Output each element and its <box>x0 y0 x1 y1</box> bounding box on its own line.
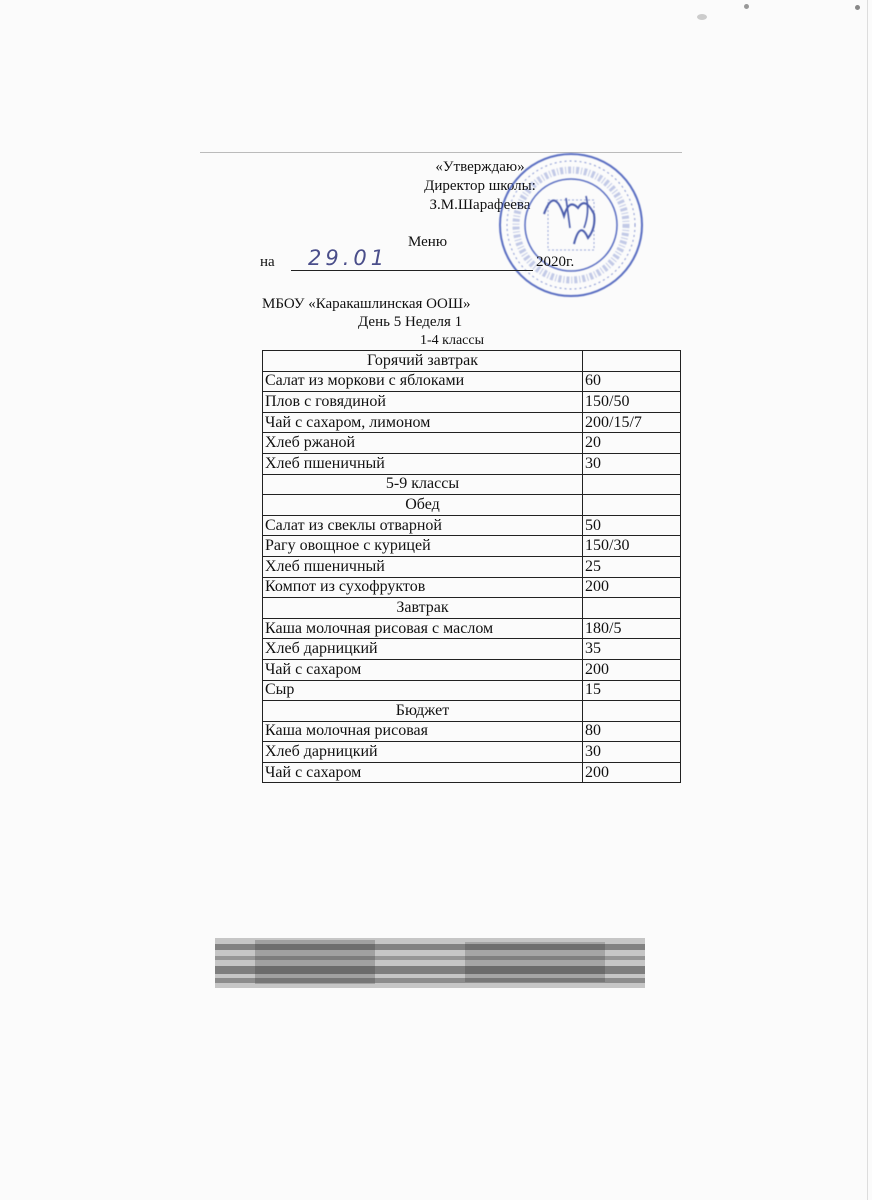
dish-amount: 200 <box>583 762 681 783</box>
dish-amount: 60 <box>583 371 681 392</box>
dish-name: Чай с сахаром <box>263 762 583 783</box>
table-row <box>263 659 681 680</box>
date-year: 2020г. <box>536 254 575 270</box>
approval-director: Директор школы: <box>424 178 536 194</box>
dish-amount: 180/5 <box>583 618 681 639</box>
table-section-row <box>263 351 681 372</box>
dish-amount: 30 <box>583 742 681 763</box>
day-week: День 5 Неделя 1 <box>358 314 463 330</box>
table-row <box>263 618 681 639</box>
dish-name: Чай с сахаром <box>263 659 583 680</box>
dish-amount: 35 <box>583 639 681 660</box>
dish-name: Хлеб пшеничный <box>263 556 583 577</box>
scan-mark <box>697 14 707 20</box>
dish-name: Компот из сухофруктов <box>263 577 583 598</box>
dish-name: Хлеб дарницкий <box>263 742 583 763</box>
table-row <box>263 742 681 763</box>
table-row <box>263 680 681 701</box>
dish-amount <box>583 474 681 495</box>
dish-name: Хлеб пшеничный <box>263 453 583 474</box>
table-section-row <box>263 701 681 722</box>
dish-name: Чай с сахаром, лимоном <box>263 412 583 433</box>
table-row <box>263 433 681 454</box>
section-title: Бюджет <box>263 701 583 722</box>
dish-amount: 20 <box>583 433 681 454</box>
menu-title: Меню <box>408 234 448 250</box>
scan-dot <box>855 5 860 10</box>
scan-noise-band <box>215 930 645 992</box>
table-row <box>263 453 681 474</box>
dish-amount: 80 <box>583 721 681 742</box>
table-row <box>263 412 681 433</box>
table-row <box>263 371 681 392</box>
menu-table <box>262 350 681 783</box>
dish-amount <box>583 351 681 372</box>
dish-amount: 50 <box>583 515 681 536</box>
dish-name: Хлеб дарницкий <box>263 639 583 660</box>
dish-amount <box>583 495 681 516</box>
dish-amount <box>583 598 681 619</box>
dish-amount: 15 <box>583 680 681 701</box>
dish-amount: 200 <box>583 659 681 680</box>
dish-name: Салат из моркови с яблоками <box>263 371 583 392</box>
section-title: Завтрак <box>263 598 583 619</box>
approval-name: З.М.Шарафеева <box>429 197 531 213</box>
section-title: 5-9 классы <box>263 474 583 495</box>
dish-name: Плов с говядиной <box>263 392 583 413</box>
section-title: Горячий завтрак <box>263 351 583 372</box>
dish-amount: 150/30 <box>583 536 681 557</box>
dish-amount: 200/15/7 <box>583 412 681 433</box>
dish-name: Каша молочная рисовая с маслом <box>263 618 583 639</box>
dish-name: Сыр <box>263 680 583 701</box>
table-row <box>263 536 681 557</box>
dish-amount: 150/50 <box>583 392 681 413</box>
table-section-row <box>263 495 681 516</box>
table-row <box>263 515 681 536</box>
dish-amount: 200 <box>583 577 681 598</box>
handwritten-date: 29.01 <box>308 246 389 270</box>
dish-amount: 30 <box>583 453 681 474</box>
school-name: МБОУ «Каракашлинская ООШ» <box>262 296 471 312</box>
table-section-row <box>263 598 681 619</box>
table-row <box>263 721 681 742</box>
dish-name: Хлеб ржаной <box>263 433 583 454</box>
date-underline <box>291 270 533 271</box>
date-prefix: на <box>260 254 275 270</box>
table-section-row <box>263 474 681 495</box>
table-row <box>263 577 681 598</box>
grade-group: 1-4 классы <box>420 333 484 348</box>
dish-name: Каша молочная рисовая <box>263 721 583 742</box>
dish-name: Рагу овощное с курицей <box>263 536 583 557</box>
table-row <box>263 762 681 783</box>
scan-edge <box>867 0 868 1200</box>
approval-line: «Утверждаю» <box>435 159 525 175</box>
dish-amount <box>583 701 681 722</box>
section-title: Обед <box>263 495 583 516</box>
dish-name: Салат из свеклы отварной <box>263 515 583 536</box>
school-stamp <box>486 150 656 300</box>
dish-amount: 25 <box>583 556 681 577</box>
table-row <box>263 639 681 660</box>
scan-dot <box>744 4 749 9</box>
table-row <box>263 392 681 413</box>
table-row <box>263 556 681 577</box>
